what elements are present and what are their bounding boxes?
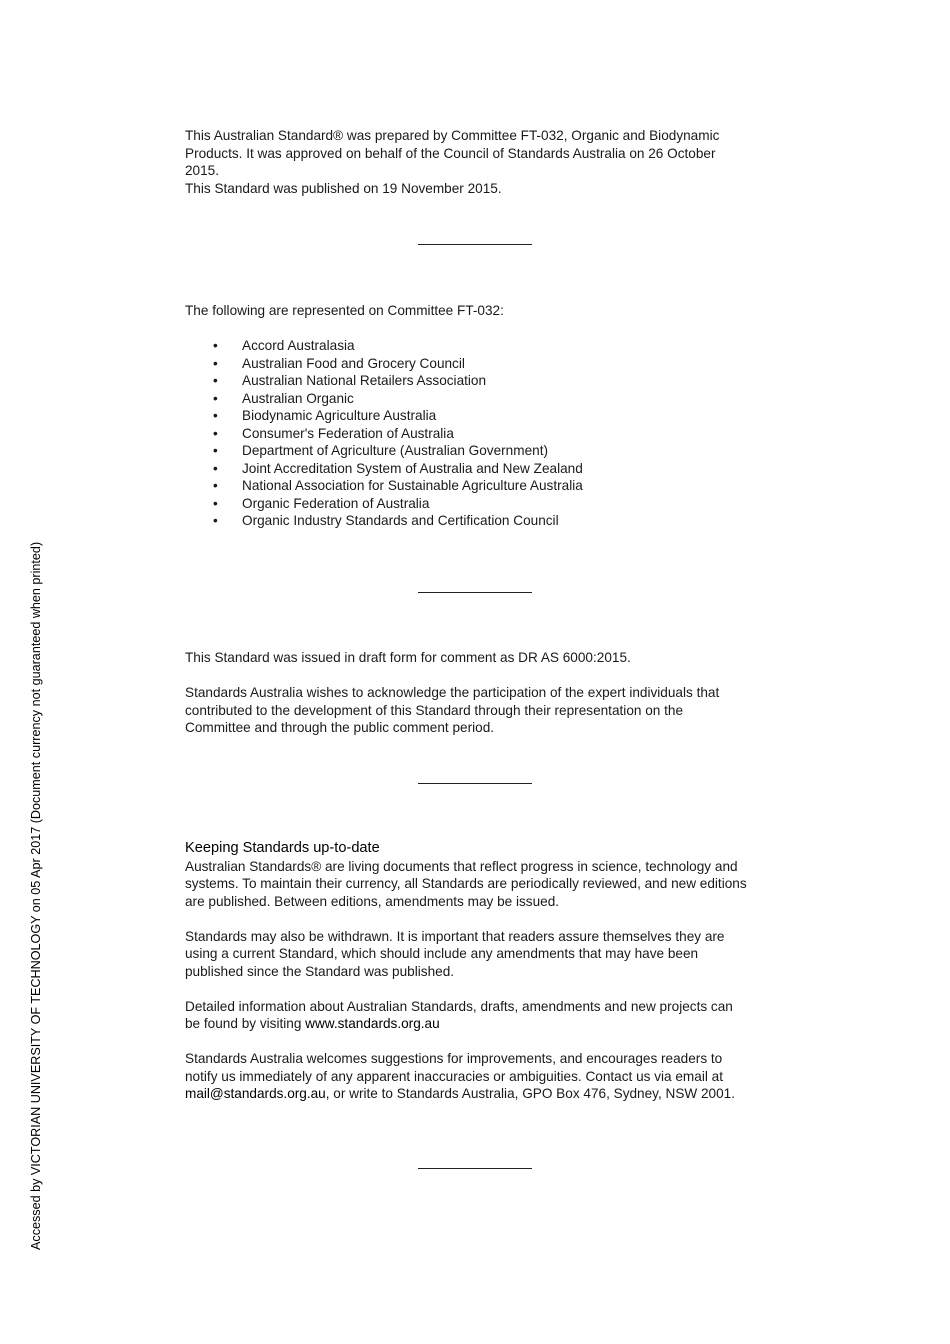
acknowledgement-line-1: Standards Australia wishes to acknowledge the participation of the expert individuals that [185,685,720,700]
bullet-icon: • [213,355,218,371]
bullet-icon: • [213,390,218,406]
p4-line-2: notify us immediately of any apparent inaccuracies or ambiguities. Contact us via email at [185,1068,723,1084]
bullet-icon: • [213,443,218,458]
email-link[interactable]: mail@standards.org.au [185,1086,326,1101]
p1-line-1: Australian Standards® are living documents that reflect progress in science, technology and [185,858,738,874]
list-item: • Consumer's Federation of Australia [213,425,454,441]
p4-line-1: Standards Australia welcomes suggestions for improvements, and encourages readers to [185,1051,723,1066]
p2-line-3: published since the Standard was published. [185,963,455,979]
section-divider [418,244,532,245]
draft-section [185,649,775,737]
list-item: • Organic Federation of Australia [213,495,430,511]
list-item: • Accord Australasia [213,338,355,353]
section-divider [418,1168,532,1169]
list-item: • Australian Food and Grocery Council [213,355,465,371]
list-item: • Biodynamic Agriculture Australia [213,408,437,423]
p3-line-2: be found by visiting www.standards.org.au [185,1016,440,1031]
access-watermark: Accessed by VICTORIAN UNIVERSITY OF TECHNOLOGY on 05 Apr 2017 (Document currency not guaranteed when printed) [29,541,43,1250]
draft-issued: This Standard was issued in draft form for comment as DR AS 6000:2015. [185,650,631,665]
p1-line-3: are published. Between editions, amendments may be issued. [185,893,560,909]
prep-line-3: 2015. [185,163,220,178]
bullet-icon: • [213,478,218,493]
section-divider [418,783,532,784]
bullet-icon: • [213,408,218,423]
list-item: • National Association for Sustainable Agriculture Australia [213,478,583,493]
committee-section [185,302,775,530]
p2-line-2: using a current Standard, which should include any amendments that may have been [185,946,699,961]
acknowledgement-line-2: contributed to the development of this Standard through their representation on the [185,702,684,718]
bullet-icon: • [213,373,218,388]
preparation-notice [185,127,775,197]
bullet-icon: • [213,425,218,441]
bullet-icon: • [213,460,218,476]
p3-line-1: Detailed information about Australian Standards, drafts, amendments and new projects can [185,998,733,1014]
section-heading: Keeping Standards up-to-date [185,840,380,856]
list-item: • Australian National Retailers Association [213,373,487,388]
list-item: • Joint Accreditation System of Australia and New Zealand [213,460,583,476]
bullet-icon: • [213,495,218,511]
keeping-standards-section [185,840,775,1103]
bullet-icon: • [213,513,218,528]
committee-intro: The following are represented on Committee FT-032: [185,303,504,318]
section-divider [418,592,532,593]
list-item: • Department of Agriculture (Australian Government) [213,443,548,458]
p4-line-3: mail@standards.org.au, or write to Standards Australia, GPO Box 476, Sydney, NSW 2001. [185,1086,736,1101]
committee-member-list [185,337,775,530]
published-date: This Standard was published on 19 November 2015. [185,180,502,196]
website-link[interactable]: www.standards.org.au [305,1016,440,1031]
prep-line-2: Products. It was approved on behalf of the Council of Standards Australia on 26 October [185,145,716,161]
acknowledgement-line-3: Committee and through the public comment period. [185,720,495,735]
bullet-icon: • [213,338,218,353]
p1-line-2: systems. To maintain their currency, all Standards are periodically reviewed, and new editions [185,876,747,891]
p2-line-1: Standards may also be withdrawn. It is important that readers assure themselves they are [185,928,725,944]
prep-line-1: This Australian Standard® was prepared by Committee FT-032, Organic and Biodynamic [185,128,720,143]
list-item: • Australian Organic [213,390,354,406]
list-item: • Organic Industry Standards and Certification Council [213,513,559,528]
